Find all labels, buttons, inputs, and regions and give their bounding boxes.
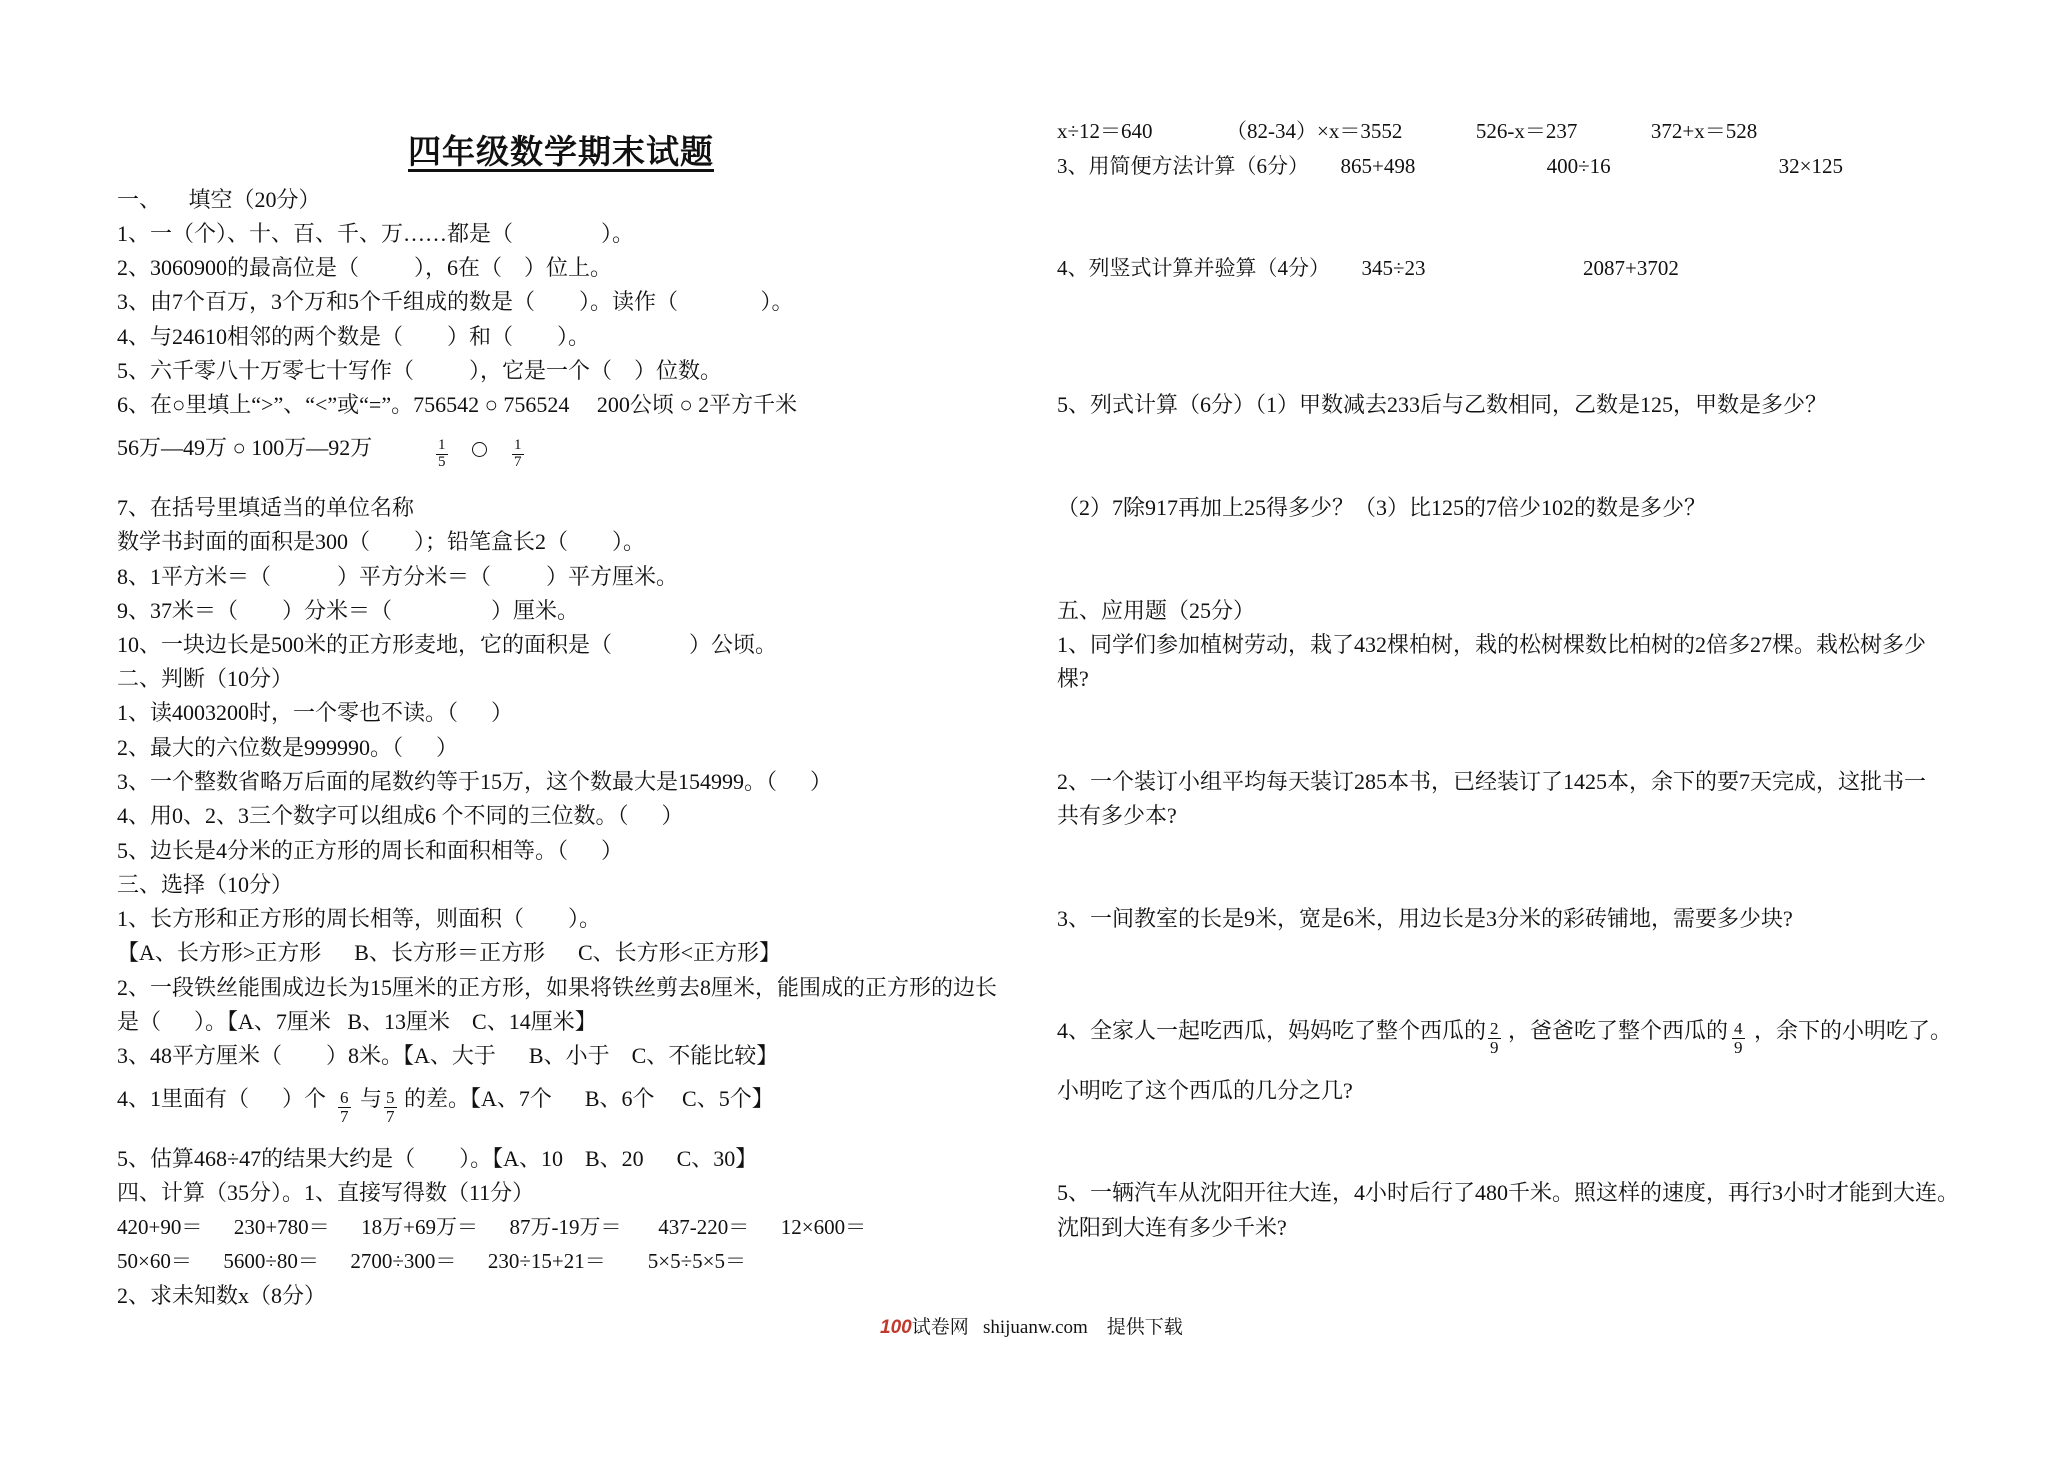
question-3-2-options: 是（ ）。【A、7厘米 B、13厘米 C、14厘米】 [117,1009,597,1034]
question-3-1-options: 【A、长方形>正方形 B、长方形＝正方形 C、长方形<正方形】 [117,940,782,965]
fraction-numerator: 2 [1490,1019,1499,1038]
question-5-1-cont: 棵? [1057,666,1089,691]
fraction-numerator: 6 [340,1088,349,1107]
section-1-heading: 一、 填空（20分） [117,187,321,212]
question-1-4: 4、与24610相邻的两个数是（ ）和（ ）。 [117,324,591,349]
question-4-2: 2、求未知数x（8分） [117,1283,327,1308]
fraction-denominator: 9 [1734,1037,1743,1057]
question-1-9: 9、37米＝（ ）分米＝（ ）厘米。 [117,598,580,623]
question-5-3: 3、一间教室的长是9米，宽是6米，用边长是3分米的彩砖铺地，需要多少块? [1057,906,1793,931]
fraction-four-ninths [1732,1020,1745,1057]
question-2-3: 3、一个整数省略万后面的尾数约等于15万，这个数最大是154999。（ ） [117,769,833,794]
question-2-2: 2、最大的六位数是999990。（ ） [117,735,459,760]
fraction-denominator: 7 [386,1106,395,1126]
question-1-7: 7、在括号里填适当的单位名称 [117,495,415,520]
question-4-5-more: （2）7除917再加上25得多少？（3）比125的7倍少102的数是多少？ [1057,495,1707,520]
fraction-denominator: 7 [514,453,522,470]
question-3-1: 1、长方形和正方形的周长相等，则面积（ ）。 [117,906,602,931]
fraction-five-sevenths [384,1089,397,1126]
fraction-denominator: 9 [1490,1037,1499,1057]
fraction-one-fifth [436,438,448,471]
site-logo: 100 [880,1317,912,1338]
fraction-denominator: 5 [438,453,446,470]
fraction-one-seventh [512,438,524,471]
footer-text: 试卷网 shijuanw.com 提供下载 [911,1317,1183,1338]
section-4-heading: 四、计算（35分）。1、直接写得数（11分） [117,1180,535,1205]
question-5-1: 1、同学们参加植树劳动，栽了432棵柏树，栽的松树棵数比柏树的2倍多27棵。栽松树多少 [1057,632,1927,657]
fraction-six-sevenths [338,1089,351,1126]
mental-calc-row-1: 420+90＝ 230+780＝ 18万+69万＝ 87万-19万＝ 437-220＝ 12×600＝ [117,1215,867,1239]
question-3-2: 2、一段铁丝能围成边长为15厘米的正方形，如果将铁丝剪去8厘米，能围成的正方形的边长 [117,975,998,1000]
question-5-4-start: 4、全家人一起吃西瓜，妈妈吃了整个西瓜的 [1057,1018,1487,1043]
question-5-4-cont: 小明吃了这个西瓜的几分之几? [1057,1078,1353,1103]
question-2-1: 1、读4003200时，一个零也不读。（ ） [117,700,514,725]
fraction-two-ninths [1488,1020,1501,1057]
question-1-6-compare: 56万—49万 ○ 100万—92万 [117,435,373,460]
question-4-3: 3、用简便方法计算（6分） 865+498 400÷16 32×125 [1057,154,1843,178]
page-title: 四年级数学期末试题 [408,135,714,171]
fraction-numerator: 1 [514,437,522,453]
fraction-numerator: 4 [1734,1019,1743,1038]
question-3-4-start: 4、1里面有（ ）个 [117,1086,327,1111]
question-1-5: 5、六千零八十万零七十写作（ ），它是一个（ ）位数。 [117,358,723,383]
question-5-2: 2、一个装订小组平均每天装订285本书，已经装订了1425本，余下的要7天完成，这批书一 [1057,769,1927,794]
equation-row: x÷12＝640 （82-34）×x＝3552 526-x＝237 372+x＝528 [1057,119,1758,143]
question-1-7-detail: 数学书封面的面积是300（ ）；铅笔盒长2（ ）。 [117,529,646,554]
question-1-10: 10、一块边长是500米的正方形麦地，它的面积是（ ）公顷。 [117,632,778,657]
question-4-4: 4、列竖式计算并验算（4分） 345÷23 2087+3702 [1057,256,1679,280]
footer [880,1312,1183,1339]
question-2-4: 4、用0、2、3三个数字可以组成6 个不同的三位数。（ ） [117,803,684,828]
fraction-numerator: 1 [438,437,446,453]
question-2-5: 5、边长是4分米的正方形的周长和面积相等。（ ） [117,838,624,863]
question-1-1: 1、一（个）、十、百、千、万……都是（ ）。 [117,221,635,246]
question-5-4-mid: ，爸爸吃了整个西瓜的 [1508,1018,1729,1043]
question-4-5: 5、列式计算（6分）（1）甲数减去233后与乙数相同，乙数是125，甲数是多少？ [1057,392,1828,417]
question-3-3: 3、48平方厘米（ ）8米。【A、大于 B、小于 C、不能比较】 [117,1043,779,1068]
fraction-numerator: 5 [386,1088,395,1107]
question-5-5-cont: 沈阳到大连有多少千米? [1057,1215,1287,1240]
question-3-4-and: 与 [360,1086,383,1111]
question-3-4-end: 的差。【A、7个 B、6个 C、5个】 [404,1086,774,1111]
question-3-5: 5、估算468÷47的结果大约是（ ）。【A、10 B、20 C、30】 [117,1146,758,1171]
question-5-4-end: ，余下的小明吃了。 [1754,1018,1953,1043]
question-5-5: 5、一辆汽车从沈阳开往大连，4小时后行了480千米。照这样的速度，再行3小时才能到大连。 [1057,1180,1960,1205]
question-1-3: 3、由7个百万，3个万和5个千组成的数是（ ）。读作（ ）。 [117,289,794,314]
section-3-heading: 三、选择（10分） [117,872,294,897]
question-5-2-cont: 共有多少本? [1057,803,1177,828]
question-1-8: 8、1平方米＝（ ）平方分米＝（ ）平方厘米。 [117,564,679,589]
compare-circle [472,442,487,457]
section-2-heading: 二、判断（10分） [117,666,294,691]
section-5-heading: 五、应用题（25分） [1057,598,1256,623]
question-1-6: 6、在○里填上“>”、“<”或“=”。756542 ○ 756524 200公顷 ○ 2平方千米 [117,392,798,417]
mental-calc-row-2: 50×60＝ 5600÷80＝ 2700÷300＝ 230÷15+21＝ 5×5÷5×5＝ [117,1249,746,1273]
question-1-2: 2、3060900的最高位是（ ），6在（ ）位上。 [117,255,613,280]
fraction-denominator: 7 [340,1106,349,1126]
